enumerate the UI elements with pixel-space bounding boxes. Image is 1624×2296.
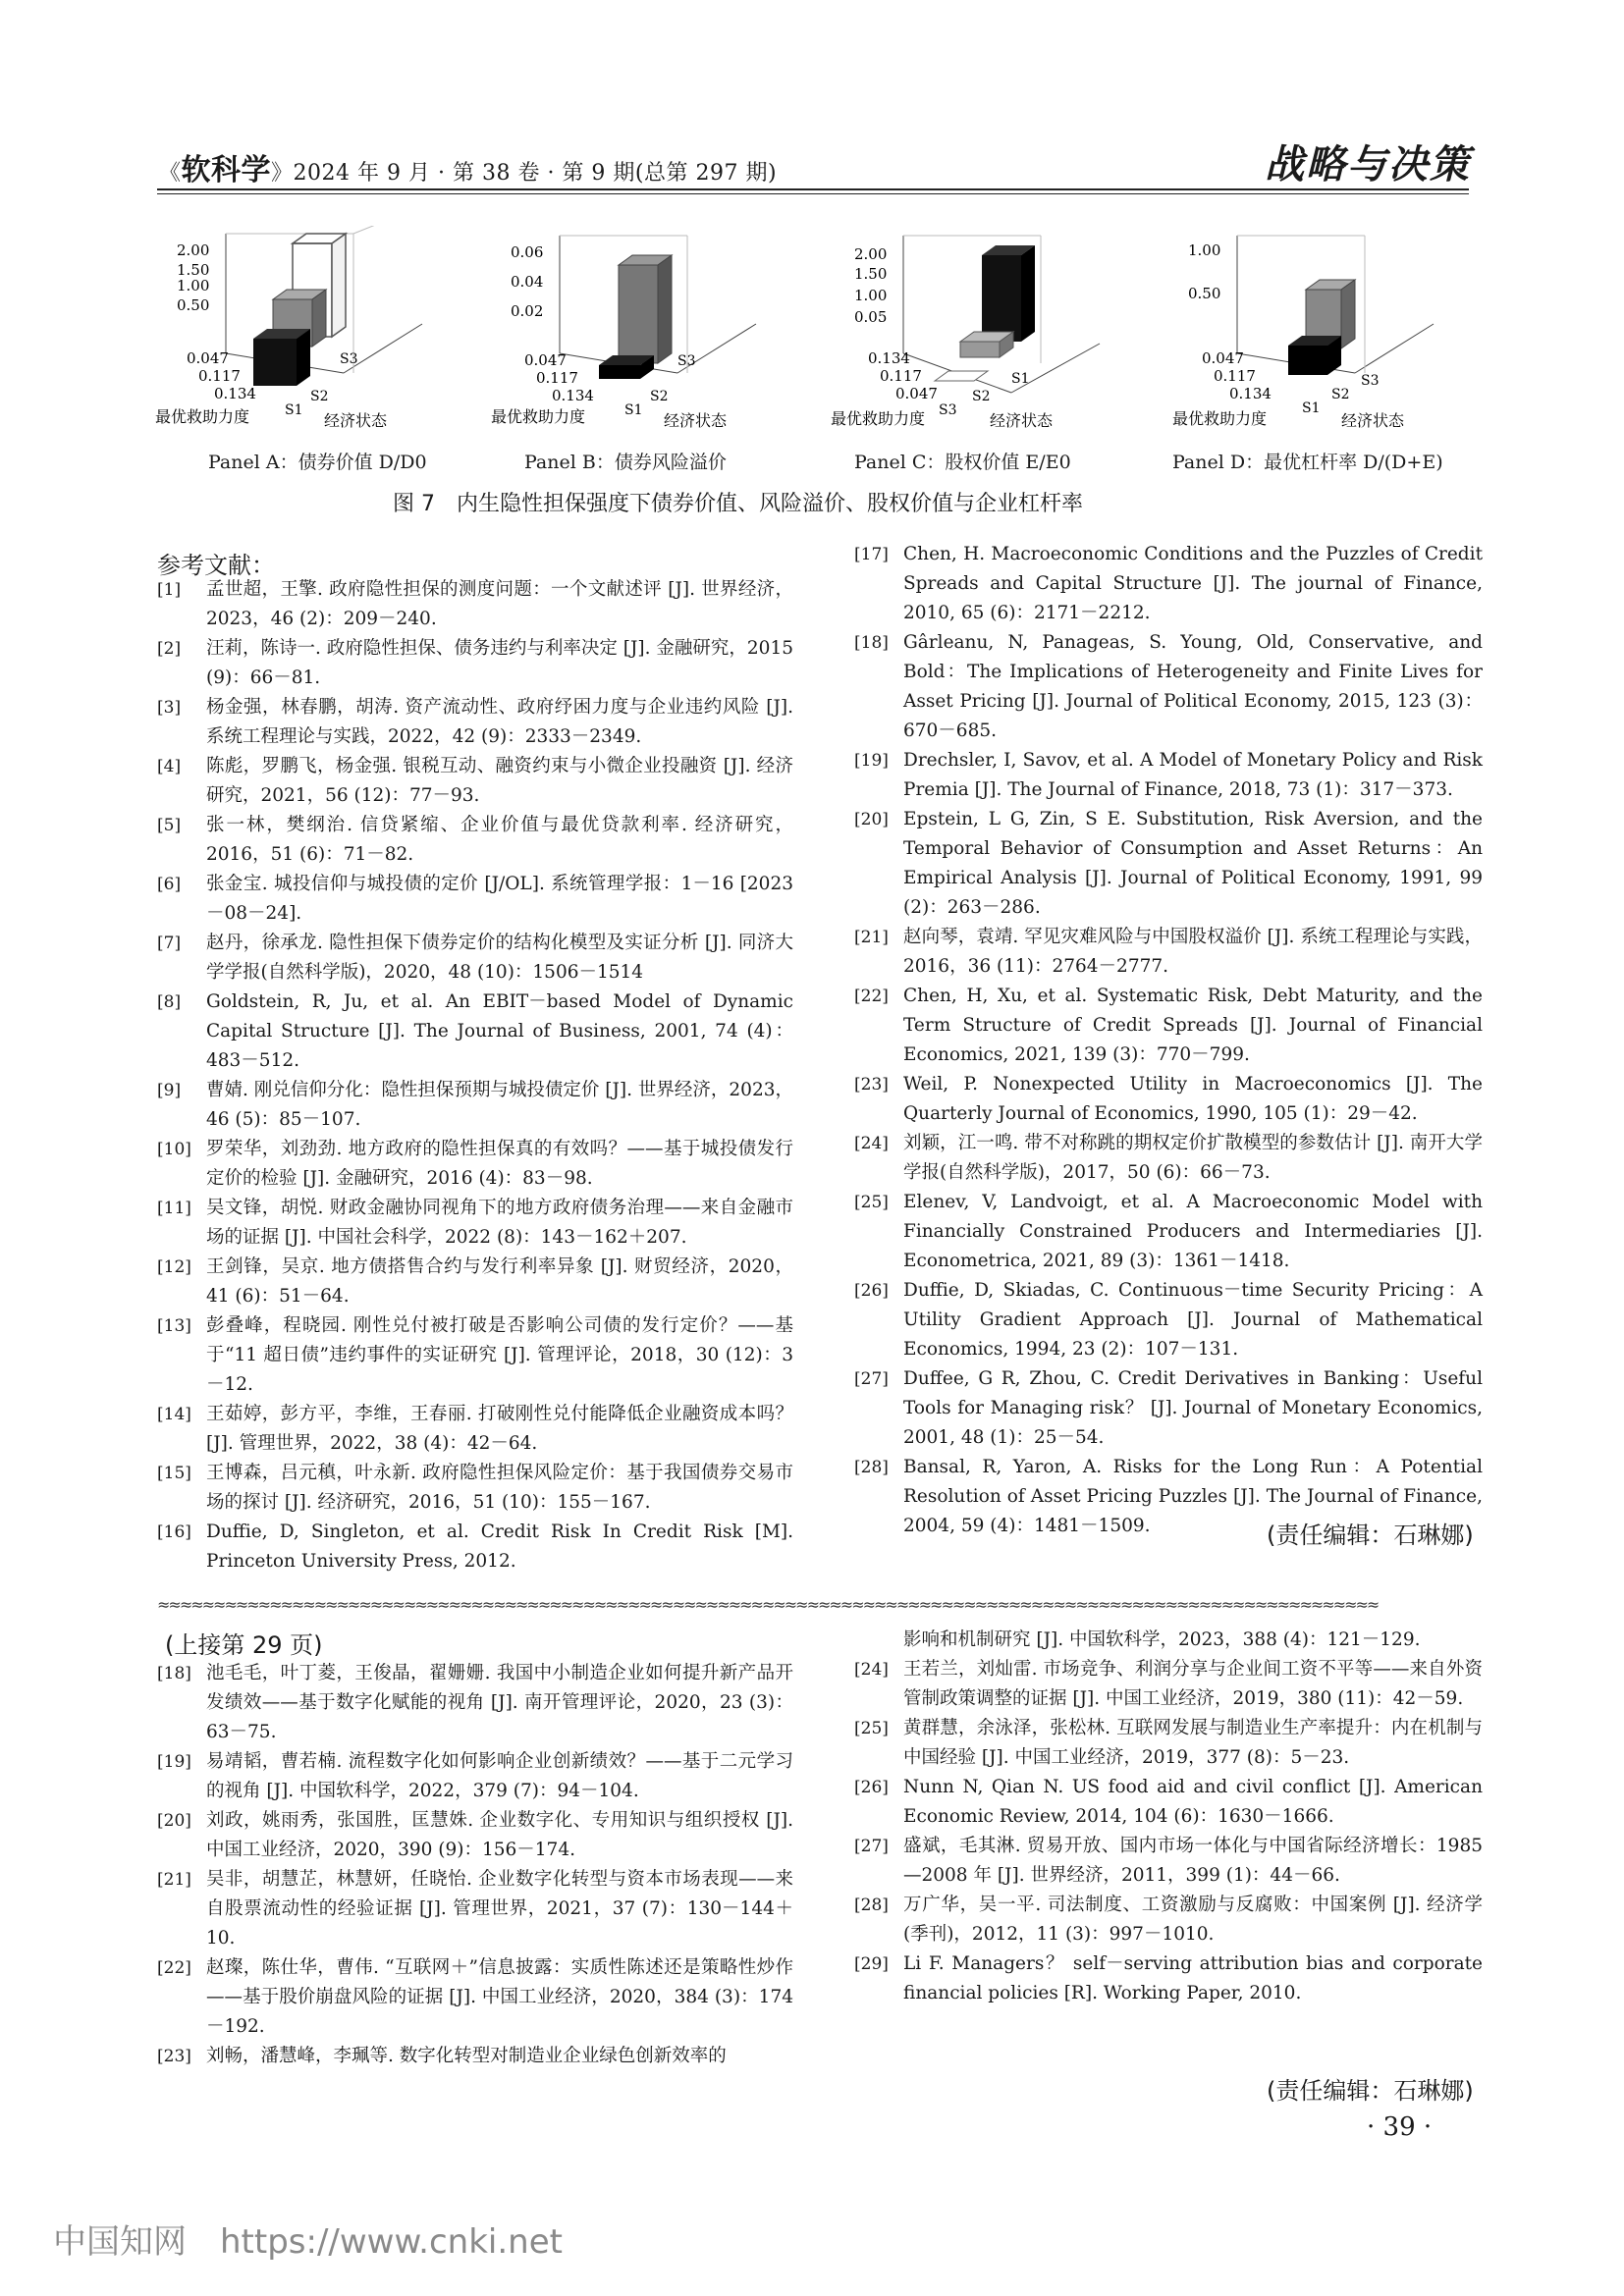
panel-c-xtick-1: 0.117 [880,367,922,385]
panel-a-stick-0: S1 [285,402,303,418]
panel-c-stick-0: S1 [1011,371,1030,387]
reference-item [157,1194,793,1253]
reference-text: 张金宝. 城投信仰与城投债的定价 [J/OL]. 系统管理学报：1－16 [2023－08－24]. [206,874,793,924]
panel-b-xtick-2: 0.134 [552,387,594,404]
reference-number: [19] [854,751,889,771]
panel-b-xlabel: 最优救助力度 [491,407,586,426]
panel-a-chart [147,226,481,442]
reference-item [157,988,793,1076]
reference-number: [21] [157,1870,191,1890]
reference-item [854,1832,1483,1891]
reference-number: [14] [157,1405,191,1424]
references-left-column [157,575,793,1576]
reference-number: [13] [157,1316,191,1336]
reference-number: [17] [854,545,889,564]
reference-number: [28] [854,1458,889,1477]
panel-d-ztick-0: 1.00 [1188,241,1221,259]
reference-number: [11] [157,1199,191,1218]
header-rule-thin [157,193,1469,194]
reference-text: 赵丹，徐承龙. 隐性担保下债券定价的结构化模型及实证分析 [J]. 同济大学学报(自然科学版)，2020，48 (10)：1506－1514 [206,933,793,983]
panel-c-stick-2: S3 [939,402,957,418]
reference-text: 吴文锋，胡悦. 财政金融协同视角下的地方政府债务治理——来自金融市场的证据 [J]. 中国社会科学，2022 (8)：143－162＋207. [206,1198,793,1248]
reference-number: [20] [157,1811,191,1831]
reference-text: 曹婧. 刚兑信仰分化：隐性担保预期与城投债定价 [J]. 世界经济，2023，46 (5)：85－107. [206,1080,793,1130]
reference-number: [27] [854,1837,889,1856]
reference-item [854,1188,1483,1276]
panel-c-chart [825,226,1159,442]
reference-text: 彭叠峰，程晓园. 刚性兑付被打破是否影响公司债的发行定价？——基于“11 超日债”违约事件的实证研究 [J]. 管理评论，2018，30 (12)：3－12. [206,1315,793,1395]
reference-text: 王若兰，刘灿雷. 市场竞争、利润分享与企业间工资不平等——来自外资管制政策调整的证据 [J]. 中国工业经济，2019，380 (11)：42－59. [903,1659,1483,1709]
panel-c-bar-tall [982,255,1021,342]
reference-text: 黄群慧，余泳泽，张松林. 互联网发展与制造业生产率提升：内在机制与中国经验 [J]. 中国工业经济，2019，377 (8)：5－23. [903,1718,1483,1768]
reference-item [854,746,1483,805]
reference-item [854,1364,1483,1453]
panel-c-xlabel: 最优救助力度 [831,409,926,428]
reference-text: 张一林，樊纲治. 信贷紧缩、企业价值与最优贷款利率. 经济研究，2016，51 (6)：71－82. [206,815,793,865]
panel-d-caption: Panel D：最优杠杆率 D/(D+E) [1172,452,1443,473]
panel-c-slabel: 经济状态 [990,411,1054,430]
references-title: 参考文献： [157,552,275,579]
reference-number: [25] [854,1193,889,1212]
reference-item [157,1253,793,1311]
issue-info: 2024 年 9 月 · 第 38 卷 · 第 9 期(总第 297 期) [293,161,778,186]
references-right-column [854,540,1483,1541]
reference-text: Duffie, D, Skiadas, C. Continuous－time Security Pricing：A Utility Gradient Approach [J]. Journal of Mathematical Economics, 1994, 23 (2)：107－131. [903,1280,1483,1360]
panel-a-ztick-1: 1.50 [177,261,210,279]
panel-b-slabel: 经济状态 [664,411,728,430]
reference-text: Bansal, R, Yaron, A. Risks for the Long Run：A Potential Resolution of Asset Pricing Puzzles [J]. The Journal of Finance, 2004, 59 (4)：1481－1509. [903,1457,1483,1536]
panel-a-xlabel: 最优救助力度 [155,407,250,426]
panel-a-xtick-2: 0.134 [214,385,256,402]
reference-item [157,1865,793,1953]
panel-d-xlabel: 最优救助力度 [1172,409,1268,428]
reference-item [157,1135,793,1194]
continued-right-column [854,1626,1483,2008]
reference-text: 易靖韬，曹若楠. 流程数字化如何影响企业创新绩效？——基于二元学习的视角 [J]. 中国软科学，2022，379 (7)：94－104. [206,1751,793,1801]
panel-c-caption: Panel C：股权价值 E/E0 [854,452,1071,473]
reference-item [854,923,1483,982]
reference-text: Goldstein, R, Ju, et al. An EBIT－based Model of Dynamic Capital Structure [J]. The Journal of Business, 2001, 74 (4)：483－512. [206,991,793,1071]
panel-c-bar-mid [960,342,1000,357]
panel-b-ztick-2: 0.02 [511,302,544,320]
reference-item [157,1311,793,1400]
reference-number: [18] [854,633,889,653]
reference-text: 刘政，姚雨秀，张国胜，匡慧姝. 企业数字化、专用知识与组织授权 [J]. 中国工业经济，2020，390 (9)：156－174. [206,1810,793,1860]
panel-c-svg [825,226,1159,442]
editor-credit-bottom: (责任编辑：石琳娜) [1267,2077,1474,2105]
reference-item [157,1953,793,2042]
cnki-watermark: 中国知网 https://www.cnki.net [53,2222,563,2262]
reference-number: [24] [854,1134,889,1153]
reference-text: Nunn N, Qian N. US food aid and civil conflict [J]. American Economic Review, 2014, 104 (6)：1630－1666. [903,1777,1483,1827]
reference-text: Elenev, V, Landvoigt, et al. A Macroeconomic Model with Financially Constrained Producers and Intermediaries [J]. Econometrica, 2021, 89 (3)：1361－1418. [903,1192,1483,1271]
reference-item [157,1518,793,1576]
reference-item [854,805,1483,923]
reference-text: 刘颖，江一鸣. 带不对称跳的期权定价扩散模型的参数估计 [J]. 南开大学学报(自然科学版)，2017，50 (6)：66－73. [903,1133,1483,1183]
panel-a-svg [147,226,481,442]
reference-text: Chen, H, Xu, et al. Systematic Risk, Debt Maturity, and the Term Structure of Credit Spreads [J]. Journal of Financial Economics, 2021, 139 (3)：770－799. [903,986,1483,1065]
reference-text: 刘畅，潘慧峰，李珮等. 数字化转型对制造业企业绿色创新效率的 [206,2046,727,2066]
reference-item [157,1400,793,1459]
reference-item [157,1459,793,1518]
reference-number: [7] [157,934,182,953]
reference-number: [19] [157,1752,191,1772]
panel-a-slabel: 经济状态 [324,411,388,430]
section-divider: ≈≈≈≈≈≈≈≈≈≈≈≈≈≈≈≈≈≈≈≈≈≈≈≈≈≈≈≈≈≈≈≈≈≈≈≈≈≈≈≈≈≈≈≈≈≈≈≈≈≈≈≈≈≈≈≈≈≈≈≈≈≈≈≈≈≈≈≈≈≈≈≈≈≈≈≈≈≈≈≈≈≈≈≈≈≈≈≈≈≈≈≈≈≈≈≈≈≈≈≈≈≈≈≈≈≈≈≈≈ [157,1598,1379,1612]
panel-d-stick-0: S1 [1302,400,1321,416]
reference-text: 赵向琴，袁靖. 罕见灾难风险与中国股权溢价 [J]. 系统工程理论与实践，2016，36 (11)：2764－2777. [903,927,1483,977]
reference-text: Duffee, G R, Zhou, C. Credit Derivatives in Banking：Useful Tools for Managing risk？ [J]. Journal of Monetary Economics, 2001, 48 (1)：25－54. [903,1368,1483,1448]
panel-d-bar-front [1288,346,1327,375]
panel-a-ztick-3: 0.50 [177,296,210,314]
reference-number: [22] [157,1958,191,1978]
reference-text: Chen, H. Macroeconomic Conditions and the Puzzles of Credit Spreads and Capital Structure [J]. The journal of Finance, 2010, 65 (6)：2171－2212. [903,544,1483,623]
reference-item [854,1714,1483,1773]
reference-number: [3] [157,698,182,718]
reference-number: [16] [157,1522,191,1542]
reference-item [854,1773,1483,1832]
continued-header: (上接第 29 页) [165,1631,323,1659]
reference-item [854,1949,1483,2008]
reference-text: 王博森，吕元稹，叶永新. 政府隐性担保风险定价：基于我国债券交易市场的探讨 [J]. 经济研究，2016，51 (10)：155－167. [206,1463,793,1513]
reference-text: 池毛毛，叶丁菱，王俊晶，翟姗姗. 我国中小制造企业如何提升新产品开发绩效——基于数字化赋能的视角 [J]. 南开管理评论，2020，23 (3)：63－75. [206,1663,793,1742]
panel-d-xtick-1: 0.117 [1214,367,1256,385]
panel-a-xtick-1: 0.117 [198,367,241,385]
reference-number: [22] [854,987,889,1006]
journal-name: 软科学 [181,153,272,187]
reference-number: [10] [157,1140,191,1159]
panel-d-xtick-0: 0.047 [1202,349,1244,367]
reference-text: 赵璨，陈仕华，曹伟. “互联网＋”信息披露：实质性陈述还是策略性炒作——基于股价崩盘风险的证据 [J]. 中国工业经济，2020，384 (3)：174－192. [206,1957,793,2037]
panel-d-chart [1168,226,1502,442]
reference-item [854,1655,1483,1714]
reference-item [854,628,1483,746]
panel-c-xtick-0: 0.047 [895,385,938,402]
reference-text: 王茹婷，彭方平，李维，王春丽. 打破刚性兑付能降低企业融资成本吗？ [J]. 管理世界，2022，38 (4)：42－64. [206,1404,793,1454]
panel-c-stick-1: S2 [972,389,991,404]
reference-number: [2] [157,639,182,659]
reference-item [157,1659,793,1747]
reference-number: [26] [854,1778,889,1797]
panel-a-ztick-2: 1.00 [177,277,210,294]
reference-number: [29] [854,1954,889,1974]
reference-text: Epstein, L G, Zin, S E. Substitution, Risk Aversion, and the Temporal Behavior of Consumption and Asset Returns：An Empirical Analysis [J]. Journal of Political Economy, 1991, 99 (2)：263－286. [903,809,1483,918]
reference-number: [5] [157,816,182,835]
panel-b-bar-tall [619,265,658,363]
panel-d-stick-1: S2 [1331,387,1350,402]
panel-b-ztick-1: 0.04 [511,273,544,291]
journal-header: 《软科学》2024 年 9 月 · 第 38 卷 · 第 9 期(总第 297 期) [159,153,778,187]
reference-item [854,540,1483,628]
reference-item [157,752,793,811]
reference-text: Duffie, D, Singleton, et al. Credit Risk In Credit Risk [M]. Princeton University Press, 2012. [206,1522,793,1572]
reference-item [854,1070,1483,1129]
editor-credit-top: (责任编辑：石琳娜) [1267,1522,1474,1549]
reference-item [157,870,793,929]
reference-item [157,1747,793,1806]
reference-number: [20] [854,810,889,829]
panel-a-ztick-0: 2.00 [177,241,210,259]
panel-b-xtick-0: 0.047 [524,351,567,369]
reference-item [157,811,793,870]
reference-item [157,575,793,634]
panel-d-svg [1168,226,1502,442]
panel-a-stick-1: S2 [310,389,329,404]
reference-text: 孟世超，王擎. 政府隐性担保的测度问题：一个文献述评 [J]. 世界经济，2023，46 (2)：209－240. [206,579,793,629]
panel-b-caption: Panel B：债券风险溢价 [524,452,727,473]
section-title: 战略与决策 [1265,141,1471,187]
reference-item [854,1626,1483,1655]
panel-d-xtick-2: 0.134 [1229,385,1272,402]
panel-c-xtick-2: 0.134 [868,349,910,367]
panel-b-svg [481,226,815,442]
reference-text: Weil, P. Nonexpected Utility in Macroeconomics [J]. The Quarterly Journal of Economics, 1990, 105 (1)：29－42. [903,1074,1483,1124]
reference-text: 汪莉，陈诗一. 政府隐性担保、债务违约与利率决定 [J]. 金融研究，2015 (9)：66－81. [206,638,793,688]
reference-number: [1] [157,580,182,600]
reference-text: Li F. Managers？ self－serving attribution bias and corporate financial policies [R]. Working Paper, 2010. [903,1953,1483,2003]
panel-b-xtick-1: 0.117 [536,369,578,387]
reference-number: [6] [157,875,182,894]
reference-item [157,1076,793,1135]
panel-c-ztick-1: 1.50 [854,265,888,283]
reference-text: 万广华，吴一平. 司法制度、工资激励与反腐败：中国案例 [J]. 经济学(季刊)，2012，11 (3)：997－1010. [903,1895,1483,1945]
reference-text: 罗荣华，刘劲劲. 地方政府的隐性担保真的有效吗？——基于城投债发行定价的检验 [J]. 金融研究，2016 (4)：83－98. [206,1139,793,1189]
reference-number: [27] [854,1369,889,1389]
panel-b-ztick-0: 0.06 [511,243,544,261]
reference-text: Drechsler, I, Savov, et al. A Model of Monetary Policy and Risk Premia [J]. The Journal of Finance, 2018, 73 (1)：317－373. [903,750,1483,800]
reference-text: 影响和机制研究 [J]. 中国软科学，2023，388 (4)：121－129. [903,1629,1421,1650]
reference-text: 盛斌，毛其淋. 贸易开放、国内市场一体化与中国省际经济增长：1985—2008 年 [J]. 世界经济，2011，399 (1)：44－66. [903,1836,1483,1886]
panel-c-ztick-0: 2.00 [854,245,888,263]
reference-text: 王剑锋，吴京. 地方债搭售合约与发行利率异象 [J]. 财贸经济，2020，41 (6)：51－64. [206,1256,793,1307]
panel-a-bar-front [253,339,297,386]
reference-text: 陈彪，罗鹏飞，杨金强. 银税互动、融资约束与小微企业投融资 [J]. 经济研究，2021，56 (12)：77－93. [206,756,793,806]
reference-number: [18] [157,1664,191,1683]
reference-item [157,2042,793,2071]
reference-text: 杨金强，林春鹏，胡涛. 资产流动性、政府纾困力度与企业违约风险 [J]. 系统工程理论与实践，2022，42 (9)：2333－2349. [206,697,793,747]
reference-number: [15] [157,1464,191,1483]
reference-number: [26] [854,1281,889,1301]
reference-item [157,929,793,988]
reference-item [854,1129,1483,1188]
panel-b-stick-2: S3 [677,353,696,369]
header-rule [157,188,1469,190]
reference-number: [23] [157,2047,191,2066]
panel-a-stick-2: S3 [340,351,358,367]
panel-c-bar-flat [935,371,988,381]
reference-item [854,1276,1483,1364]
reference-number: [9] [157,1081,182,1100]
reference-number: [4] [157,757,182,776]
continued-left-column [157,1659,793,2071]
panel-d-stick-2: S3 [1361,373,1380,389]
reference-number: [8] [157,992,182,1012]
reference-number: [24] [854,1660,889,1680]
panel-b-chart [481,226,815,442]
reference-item [157,634,793,693]
panel-b-bar-small [599,365,640,379]
reference-item [157,1806,793,1865]
reference-number: [28] [854,1896,889,1915]
page-number: · 39 · [1367,2112,1433,2142]
panel-a-caption: Panel A：债券价值 D/D0 [208,452,427,473]
reference-number: [23] [854,1075,889,1095]
panel-b-stick-1: S2 [650,389,669,404]
reference-text: Gârleanu, N, Panageas, S. Young, Old, Conservative, and Bold：The Implications of Heterogeneity and Finite Lives for Asset Pricing [J]. Journal of Political Economy, 2015, 123 (3)：670－685. [903,632,1483,741]
panel-d-ztick-1: 0.50 [1188,285,1221,302]
reference-number: [12] [157,1257,191,1277]
reference-item [157,693,793,752]
panel-a-xtick-0: 0.047 [187,349,229,367]
reference-number: [25] [854,1719,889,1738]
figure-caption: 图 7 内生隐性担保强度下债券价值、风险溢价、股权价值与企业杠杆率 [393,492,1083,516]
panel-c-ztick-3: 0.05 [854,308,888,326]
reference-number: [21] [854,928,889,947]
panel-c-ztick-2: 1.00 [854,287,888,304]
reference-text: 吴非，胡慧芷，林慧妍，任晓怡. 企业数字化转型与资本市场表现——来自股票流动性的经验证据 [J]. 管理世界，2021，37 (7)：130－144＋10. [206,1869,793,1949]
panel-d-slabel: 经济状态 [1341,411,1405,430]
panel-b-stick-0: S1 [624,402,643,418]
reference-item [854,1891,1483,1949]
reference-item [854,982,1483,1070]
